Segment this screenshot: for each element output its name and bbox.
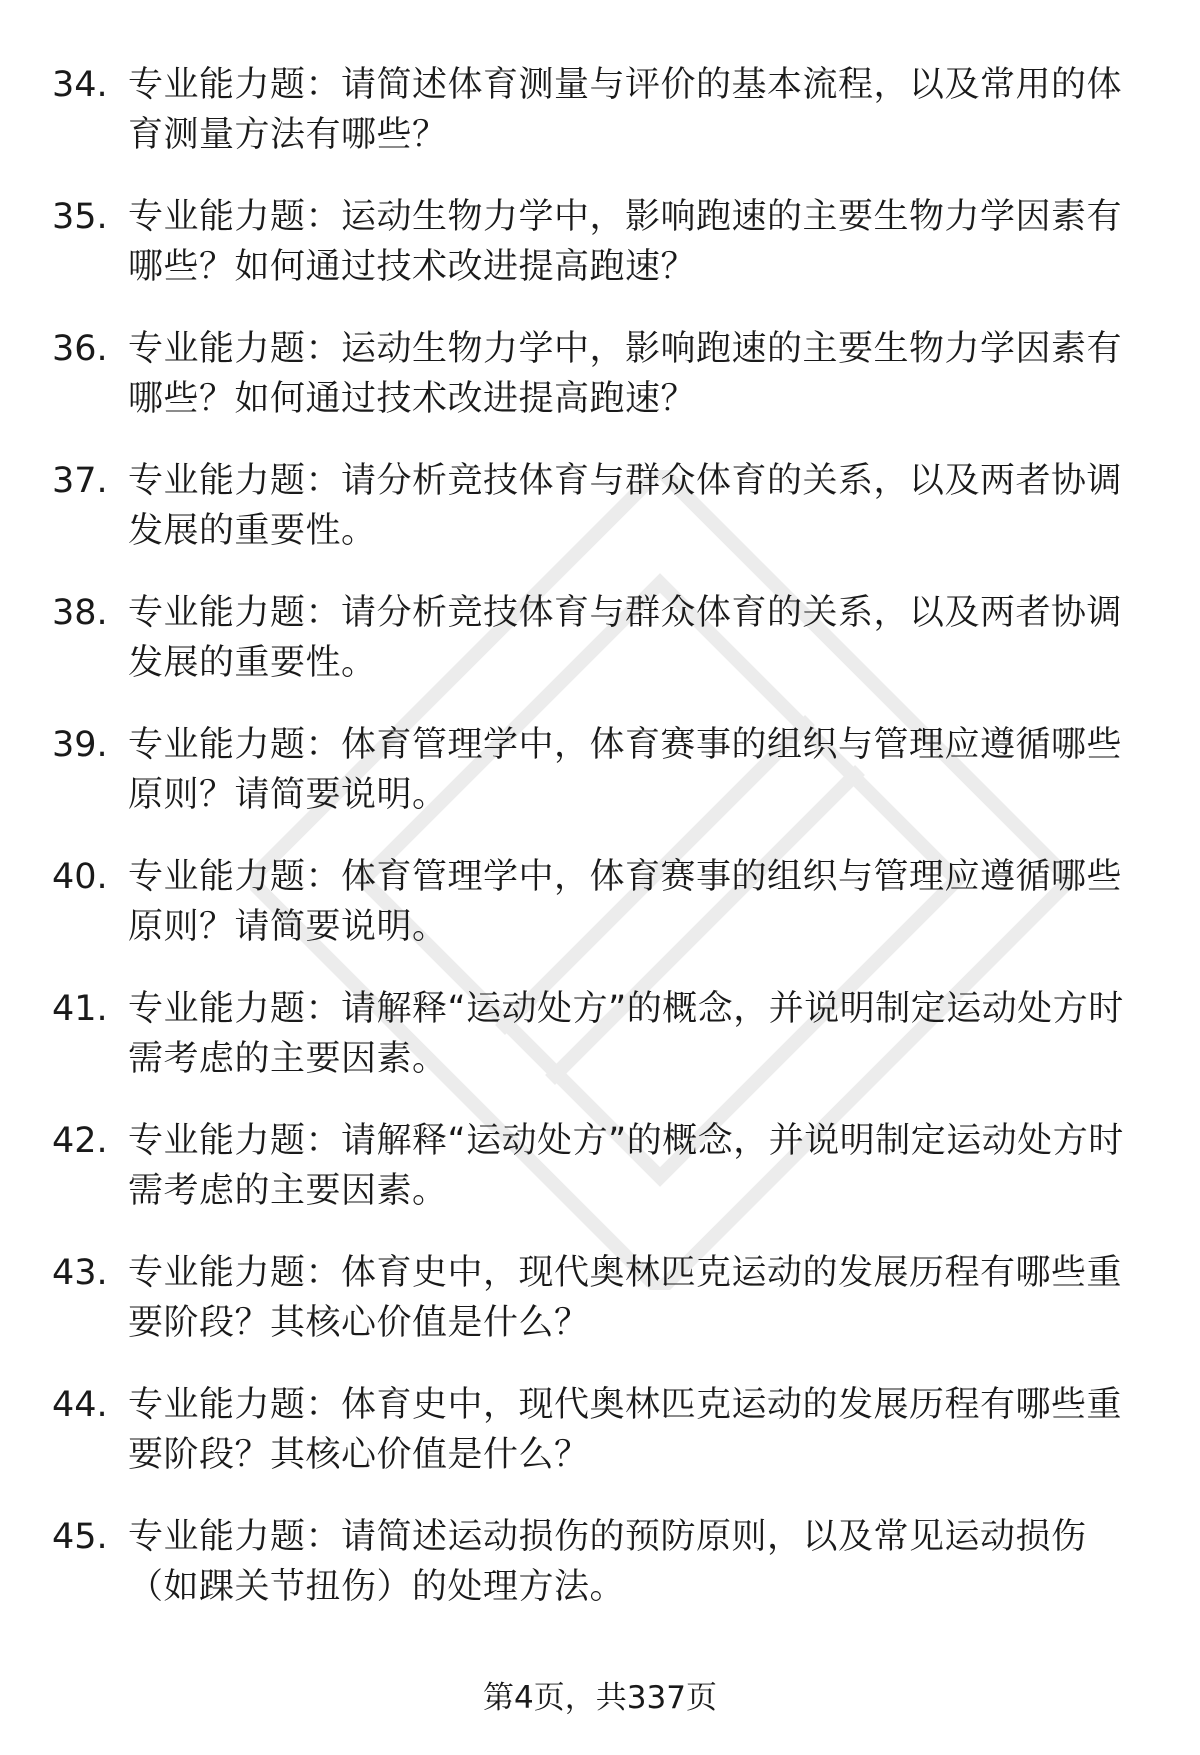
question-number: 43. — [52, 1253, 108, 1293]
question-text: 专业能力题：请解释“运动处方”的概念，并说明制定运动处方时需考虑的主要因素。 — [128, 1121, 1124, 1211]
question-text: 专业能力题：请分析竞技体育与群众体育的关系，以及两者协调发展的重要性。 — [128, 593, 1123, 683]
question-item — [0, 1116, 1200, 1248]
question-item — [0, 1380, 1200, 1512]
question-text: 专业能力题：运动生物力学中，影响跑速的主要生物力学因素有哪些？如何通过技术改进提高跑速？ — [128, 329, 1123, 419]
question-item — [0, 324, 1200, 456]
question-number: 38. — [52, 593, 108, 633]
question-item — [0, 456, 1200, 588]
question-number: 34. — [52, 65, 108, 105]
question-text: 专业能力题：体育管理学中，体育赛事的组织与管理应遵循哪些原则？请简要说明。 — [128, 725, 1123, 815]
question-text: 专业能力题：请简述体育测量与评价的基本流程，以及常用的体育测量方法有哪些？ — [128, 65, 1123, 155]
question-item — [0, 852, 1200, 984]
question-number: 37. — [52, 461, 108, 501]
question-item — [0, 984, 1200, 1116]
question-item — [0, 60, 1200, 192]
question-text: 专业能力题：运动生物力学中，影响跑速的主要生物力学因素有哪些？如何通过技术改进提高跑速？ — [128, 197, 1123, 287]
question-text: 专业能力题：体育管理学中，体育赛事的组织与管理应遵循哪些原则？请简要说明。 — [128, 857, 1123, 947]
question-number: 44. — [52, 1385, 108, 1425]
question-text: 专业能力题：请分析竞技体育与群众体育的关系，以及两者协调发展的重要性。 — [128, 461, 1123, 551]
question-number: 45. — [52, 1517, 108, 1557]
question-item — [0, 1512, 1200, 1644]
question-item — [0, 588, 1200, 720]
question-item — [0, 720, 1200, 852]
question-text: 专业能力题：请解释“运动处方”的概念，并说明制定运动处方时需考虑的主要因素。 — [128, 989, 1124, 1079]
question-number: 39. — [52, 725, 108, 765]
question-list — [0, 60, 1200, 1644]
question-text: 专业能力题：请简述运动损伤的预防原则，以及常见运动损伤（如踝关节扭伤）的处理方法。 — [128, 1517, 1087, 1607]
question-item — [0, 1248, 1200, 1380]
question-text: 专业能力题：体育史中，现代奥林匹克运动的发展历程有哪些重要阶段？其核心价值是什么？ — [128, 1385, 1123, 1475]
question-number: 41. — [52, 989, 108, 1029]
question-number: 35. — [52, 197, 108, 237]
question-number: 36. — [52, 329, 108, 369]
question-text: 专业能力题：体育史中，现代奥林匹克运动的发展历程有哪些重要阶段？其核心价值是什么？ — [128, 1253, 1123, 1343]
page-footer: 第4页，共337页 — [483, 1680, 717, 1716]
question-item — [0, 192, 1200, 324]
question-number: 42. — [52, 1121, 108, 1161]
question-number: 40. — [52, 857, 108, 897]
